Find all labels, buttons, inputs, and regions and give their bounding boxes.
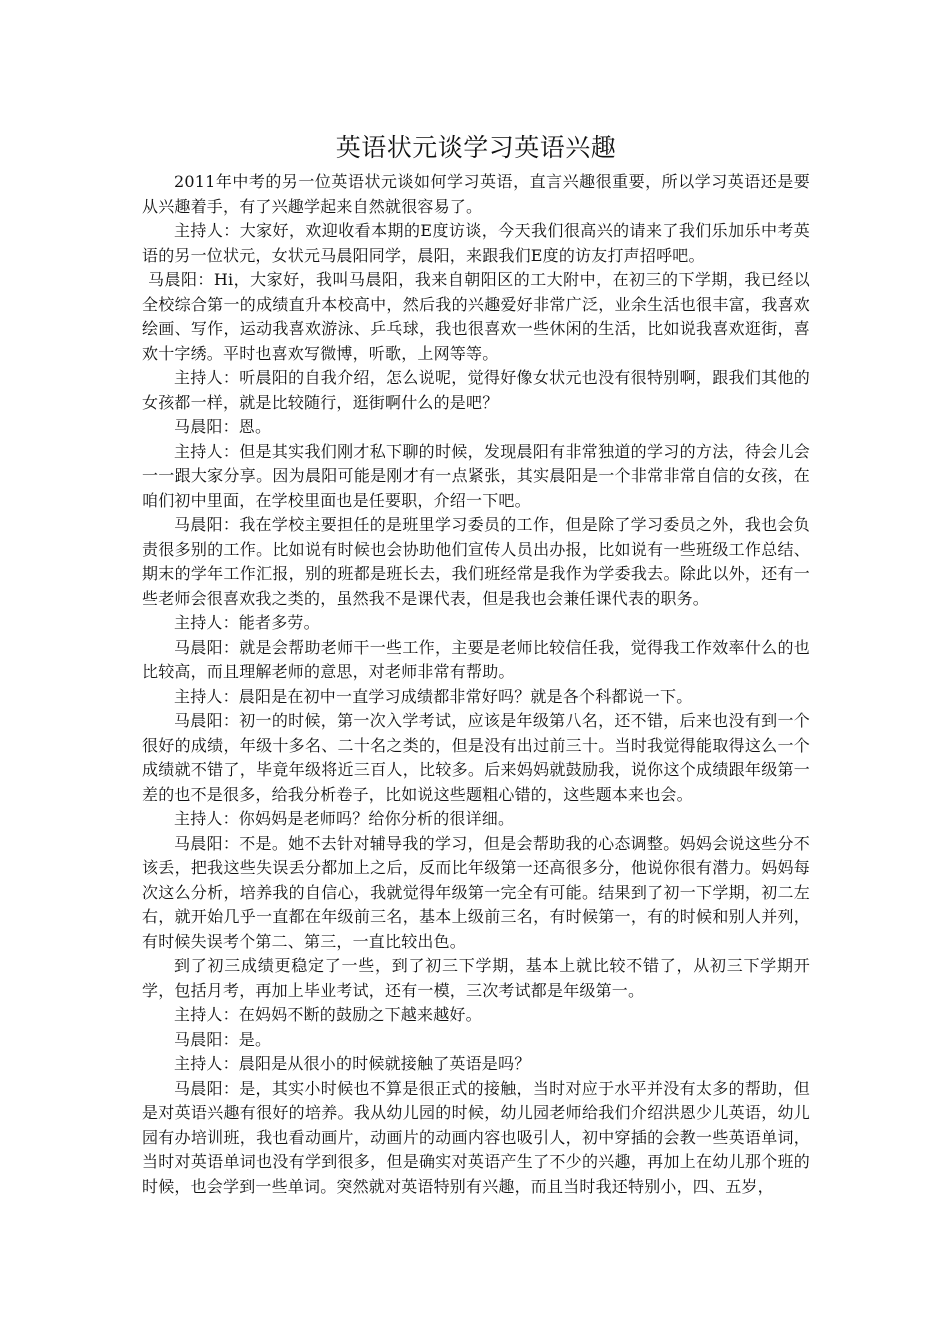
paragraph: 马晨阳：不是。她不去针对辅导我的学习，但是会帮助我的心态调整。妈妈会说这些分不该丢，把我这些失误丢分都加上之后，反而比年级第一还高很多分，他说你很有潜力。妈妈每次这么分析，培养我的自信心，我就觉得年级第一完全有可能。结果到了初一下学期，初二左右，就开始几乎一直都在年级前三名，基本上级前三名，有时候第一，有的时候和别人并列，有时候失误考个第二、第三，一直比较出色。	[142, 833, 810, 951]
paragraph: 主持人：在妈妈不断的鼓励之下越来越好。	[174, 1005, 482, 1024]
document-page	[142, 128, 810, 1199]
paragraph: 主持人：大家好，欢迎收看本期的E度访谈，今天我们很高兴的请来了我们乐加乐中考英语的另一位状元，女状元马晨阳同学，晨阳，来跟我们E度的访友打声招呼吧。	[142, 221, 810, 265]
paragraph: 马晨阳：是。	[174, 1029, 272, 1049]
paragraph: 马晨阳：初一的时候，第一次入学考试，应该是年级第八名，还不错，后来也没有到一个很好的成绩，年级十多名、二十名之类的，但是没有出过前三十。当时我觉得能取得这么一个成绩就不错了，毕竟年级将近三百人，比较多。后来妈妈就鼓励我，说你这个成绩跟年级第一差的也不是很多，给我分析卷子，比如说这些题粗心错的，这些题本来也会。	[142, 711, 810, 804]
paragraph: 主持人：你妈妈是老师吗？给你分析的很详细。	[174, 809, 515, 828]
document-title: 英语状元谈学习英语兴趣	[335, 133, 617, 162]
document-body	[142, 170, 810, 1199]
paragraph: 主持人：晨阳是在初中一直学习成绩都非常好吗？就是各个科都说一下。	[174, 686, 693, 706]
paragraph: 马晨阳：就是会帮助老师干一些工作，主要是老师比较信任我，觉得我工作效率什么的也比较高，而且理解老师的意思，对老师非常有帮助。	[142, 637, 810, 681]
paragraph: 到了初三成绩更稳定了一些，到了初三下学期，基本上就比较不错了，从初三下学期开学，包括月考，再加上毕业考试，还有一模，三次考试都是年级第一。	[142, 956, 810, 1000]
paragraph: 马晨阳：Hi，大家好，我叫马晨阳，我来自朝阳区的工大附中，在初三的下学期，我已经以全校综合第一的成绩直升本校高中，然后我的兴趣爱好非常广泛，业余生活也很丰富，我喜欢绘画、写作，运动我喜欢游泳、乒乓球，我也很喜欢一些休闲的生活，比如说我喜欢逛街，喜欢十字绣。平时也喜欢写微博，听歌，上网等等。	[142, 270, 810, 363]
paragraph: 2011年中考的另一位英语状元谈如何学习英语，直言兴趣很重要，所以学习英语还是要从兴趣着手，有了兴趣学起来自然就很容易了。	[142, 172, 810, 216]
paragraph: 主持人：晨阳是从很小的时候就接触了英语是吗？	[174, 1054, 531, 1073]
paragraph: 主持人：能者多劳。	[174, 613, 320, 632]
paragraph: 马晨阳：是，其实小时候也不算是很正式的接触，当时对应于水平并没有太多的帮助，但是对英语兴趣有很好的培养。我从幼儿园的时候，幼儿园老师给我们介绍洪恩少儿英语，幼儿园有办培训班，我也看动画片，动画片的动画内容也吸引人，初中穿插的会教一些英语单词，当时对英语单词也没有学到很多，但是确实对英语产生了不少的兴趣，再加上在幼儿那个班的时候，也会学到一些单词。突然就对英语特别有兴趣，而且当时我还特别小，四、五岁，	[142, 1078, 810, 1196]
paragraph: 马晨阳：恩。	[174, 417, 272, 436]
paragraph: 主持人：听晨阳的自我介绍，怎么说呢，觉得好像女状元也没有很特别啊，跟我们其他的女孩都一样，就是比较随行，逛街啊什么的是吧？	[142, 368, 810, 412]
paragraph: 马晨阳：我在学校主要担任的是班里学习委员的工作，但是除了学习委员之外，我也会负责很多别的工作。比如说有时候也会协助他们宣传人员出办报，比如说有一些班级工作总结、期末的学年工作汇报，别的班都是班长去，我们班经常是我作为学委我去。除此以外，还有一些老师会很喜欢我之类的，虽然我不是课代表，但是我也会兼任课代表的职务。	[142, 515, 810, 608]
paragraph: 主持人：但是其实我们刚才私下聊的时候，发现晨阳有非常独道的学习的方法，待会儿会一一跟大家分享。因为晨阳可能是刚才有一点紧张，其实晨阳是一个非常非常自信的女孩，在咱们初中里面，在学校里面也是任要职，介绍一下吧。	[142, 441, 810, 510]
